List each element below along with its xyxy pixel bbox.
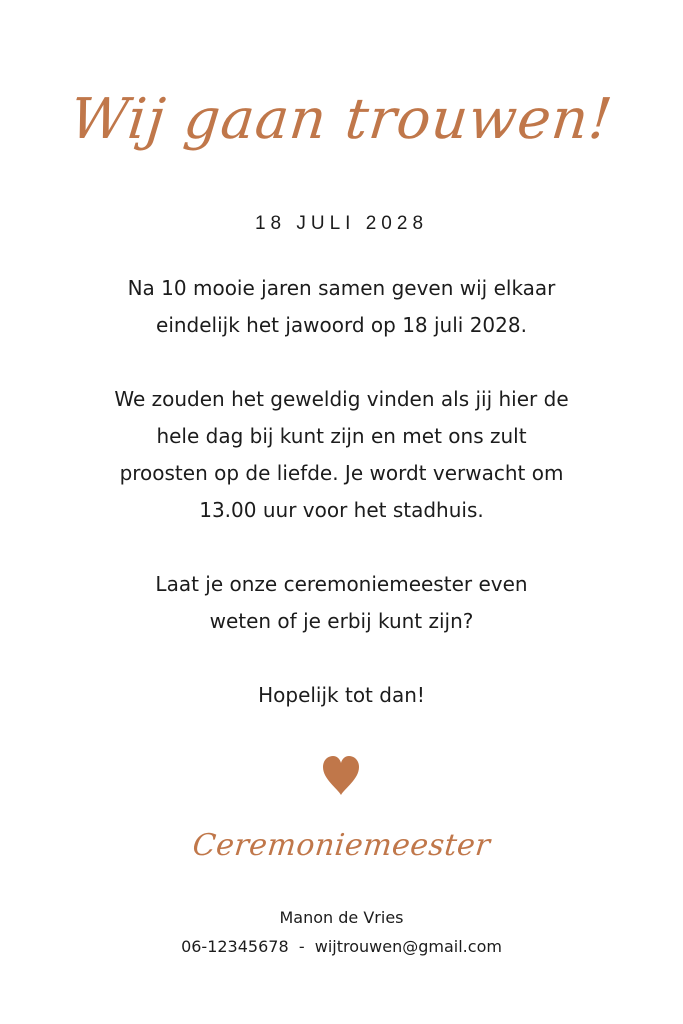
text-line: Hopelijk tot dan! [258, 683, 425, 707]
contact-details [0, 937, 683, 956]
role-title: Ceremoniemeester [190, 828, 493, 863]
text-line: We zouden het geweldig vinden als jij hier de [114, 387, 569, 411]
contact-email: wijtrouwen@gmail.com [314, 937, 502, 956]
text-line: eindelijk het jawoord op 18 juli 2028. [156, 313, 527, 337]
contact-separator: - [298, 937, 305, 956]
paragraph-3 [60, 566, 623, 640]
text-line: proosten op de liefde. Je wordt verwacht om [119, 461, 564, 485]
text-line: Laat je onze ceremoniemeester even [155, 572, 528, 596]
contact-name: Manon de Vries [279, 908, 404, 927]
paragraph-2 [60, 381, 623, 529]
wedding-date: 18 JULI 2028 [254, 213, 429, 234]
heart-icon [322, 755, 360, 797]
text-line: hele dag bij kunt zijn en met ons zult [156, 424, 527, 448]
paragraph-1 [60, 270, 623, 344]
text-line: 13.00 uur voor het stadhuis. [199, 498, 484, 522]
text-line: weten of je erbij kunt zijn? [209, 609, 474, 633]
paragraph-4 [60, 677, 623, 714]
contact-phone: 06-12345678 [181, 937, 289, 956]
invitation-text [60, 270, 623, 714]
text-line: Na 10 mooie jaren samen geven wij elkaar [127, 276, 556, 300]
card-title: Wij gaan trouwen! [67, 87, 616, 152]
